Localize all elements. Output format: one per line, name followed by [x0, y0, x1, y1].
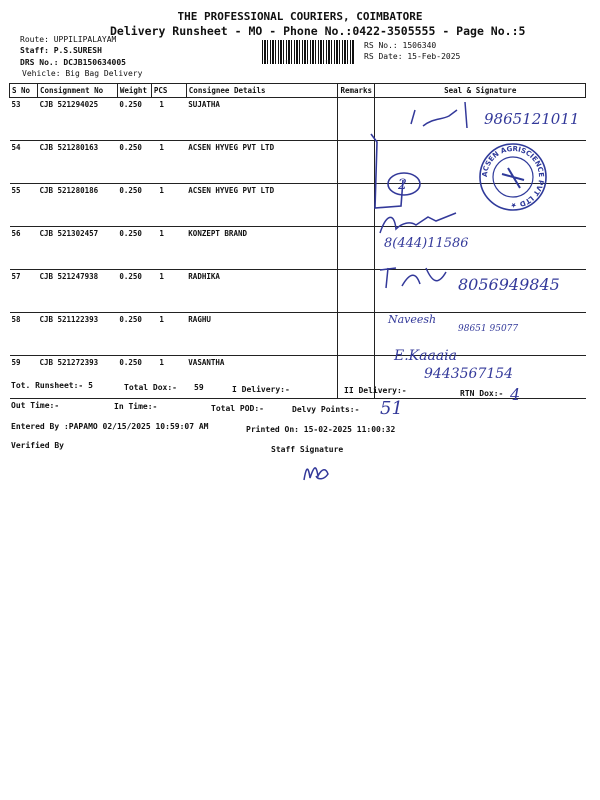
runsheet-table [9, 83, 586, 399]
cell-pcs: 1 [151, 313, 186, 356]
col-consignee: Consignee Details [186, 84, 338, 98]
in-time: In Time:- [114, 402, 158, 411]
handwritten-rtn-dox: 4 [510, 385, 521, 404]
handwritten-phone-row57: 8056949845 [458, 275, 560, 294]
route-info: Route: UPPILIPALAYAM [20, 35, 117, 44]
svg-text:ACSEN AGRISCIENCE PVT LTD ★: ACSEN AGRISCIENCE PVT LTD ★ [480, 144, 546, 210]
cell-consignment: CJB 521272393 [37, 356, 117, 399]
signature-row57 [376, 262, 456, 292]
cell-consignee: SUJATHA [186, 98, 338, 141]
cell-consignment: CJB 521122393 [37, 313, 117, 356]
cell-consignee: RADHIKA [186, 270, 338, 313]
entered-by: Entered By :PAPAMO 02/15/2025 10:59:07 AM [11, 422, 209, 431]
staff-signature [298, 458, 334, 486]
i-delivery: I Delivery:- [232, 385, 290, 394]
drs-number: DRS No.: DCJB150634005 [20, 58, 126, 67]
col-consignment: Consignment No [37, 84, 117, 98]
delvy-points: Delvy Points:- [292, 405, 360, 414]
total-dox-label: Total Dox:- [124, 383, 177, 392]
barcode [262, 40, 354, 64]
total-pod: Total POD:- [211, 404, 264, 413]
total-dox-value: 59 [194, 383, 204, 392]
col-remarks: Remarks [338, 84, 375, 98]
circled-number-row55 [384, 166, 424, 206]
cell-weight: 0.250 [117, 98, 151, 141]
handwritten-name-row59: E.Kaaaia [394, 348, 457, 364]
handwritten-delvy-points: 51 [380, 398, 403, 419]
out-time: Out Time:- [11, 401, 60, 410]
company-seal-stamp [478, 142, 548, 212]
rs-date: RS Date: 15-Feb-2025 [364, 52, 461, 61]
cell-weight: 0.250 [117, 141, 151, 184]
cell-sno: 54 [10, 141, 38, 184]
cell-consignment: CJB 521247938 [37, 270, 117, 313]
cell-weight: 0.250 [117, 270, 151, 313]
cell-pcs: 1 [151, 270, 186, 313]
table-header-row [10, 84, 586, 98]
cell-consignee: KONZEPT BRAND [186, 227, 338, 270]
tot-runsheet: Tot. Runsheet:- 5 [11, 381, 93, 390]
company-name: THE PROFESSIONAL COURIERS, COIMBATORE [177, 10, 423, 23]
cell-consignee: VASANTHA [186, 356, 338, 399]
cell-consignee: RAGHU [186, 313, 338, 356]
cell-weight: 0.250 [117, 313, 151, 356]
cell-sno: 59 [10, 356, 38, 399]
handwritten-name-row58: Naveesh [388, 313, 437, 326]
cell-consignee: ACSEN HYVEG PVT LTD [186, 141, 338, 184]
rs-number: RS No.: 1506340 [364, 41, 437, 50]
cell-consignee: ACSEN HYVEG PVT LTD [186, 184, 338, 227]
printed-on: Printed On: 15-02-2025 11:00:32 [246, 425, 396, 434]
cell-remarks [338, 313, 375, 356]
cell-consignment: CJB 521302457 [37, 227, 117, 270]
handwritten-phone-row59: 9443567154 [424, 366, 514, 382]
cell-sno: 57 [10, 270, 38, 313]
cell-pcs: 1 [151, 98, 186, 141]
verified-by: Verified By [11, 441, 64, 450]
cell-weight: 0.250 [117, 227, 151, 270]
cell-consignment: CJB 521280163 [37, 141, 117, 184]
signature-row56 [376, 205, 466, 239]
staff-signature-label: Staff Signature [271, 445, 344, 454]
handwritten-phone-row53: 9865121011 [484, 110, 580, 128]
table-row [10, 227, 586, 270]
cell-pcs: 1 [151, 356, 186, 399]
ii-delivery: II Delivery:- [344, 386, 407, 395]
cell-pcs: 1 [151, 141, 186, 184]
runsheet-title: Delivery Runsheet - MO - Phone No.:0422-3505555 - Page No.:5 [110, 24, 526, 38]
cell-pcs: 1 [151, 227, 186, 270]
svg-text:2: 2 [398, 177, 407, 193]
rtn-dox: RTN Dox:- [460, 389, 504, 398]
staff-info: Staff: P.S.SURESH [20, 46, 102, 55]
cell-remarks [338, 227, 375, 270]
table-row [10, 313, 586, 356]
handwritten-phone-row56: 8(444)11586 [384, 236, 469, 251]
cell-weight: 0.250 [117, 356, 151, 399]
col-signature: Seal & Signature [375, 84, 586, 98]
cell-sno: 58 [10, 313, 38, 356]
cell-sno: 53 [10, 98, 38, 141]
signature-row53 [405, 96, 485, 136]
cell-consignment: CJB 521280186 [37, 184, 117, 227]
cell-consignment: CJB 521294025 [37, 98, 117, 141]
cell-sno: 56 [10, 227, 38, 270]
col-pcs: PCS [151, 84, 186, 98]
cell-pcs: 1 [151, 184, 186, 227]
cell-sno: 55 [10, 184, 38, 227]
cell-weight: 0.250 [117, 184, 151, 227]
vehicle-info: Vehicle: Big Bag Delivery [22, 69, 143, 78]
handwritten-phone-row58: 98651 95077 [458, 324, 519, 334]
cell-remarks [338, 270, 375, 313]
col-sno: S No [10, 84, 38, 98]
col-weight: Weight [117, 84, 151, 98]
